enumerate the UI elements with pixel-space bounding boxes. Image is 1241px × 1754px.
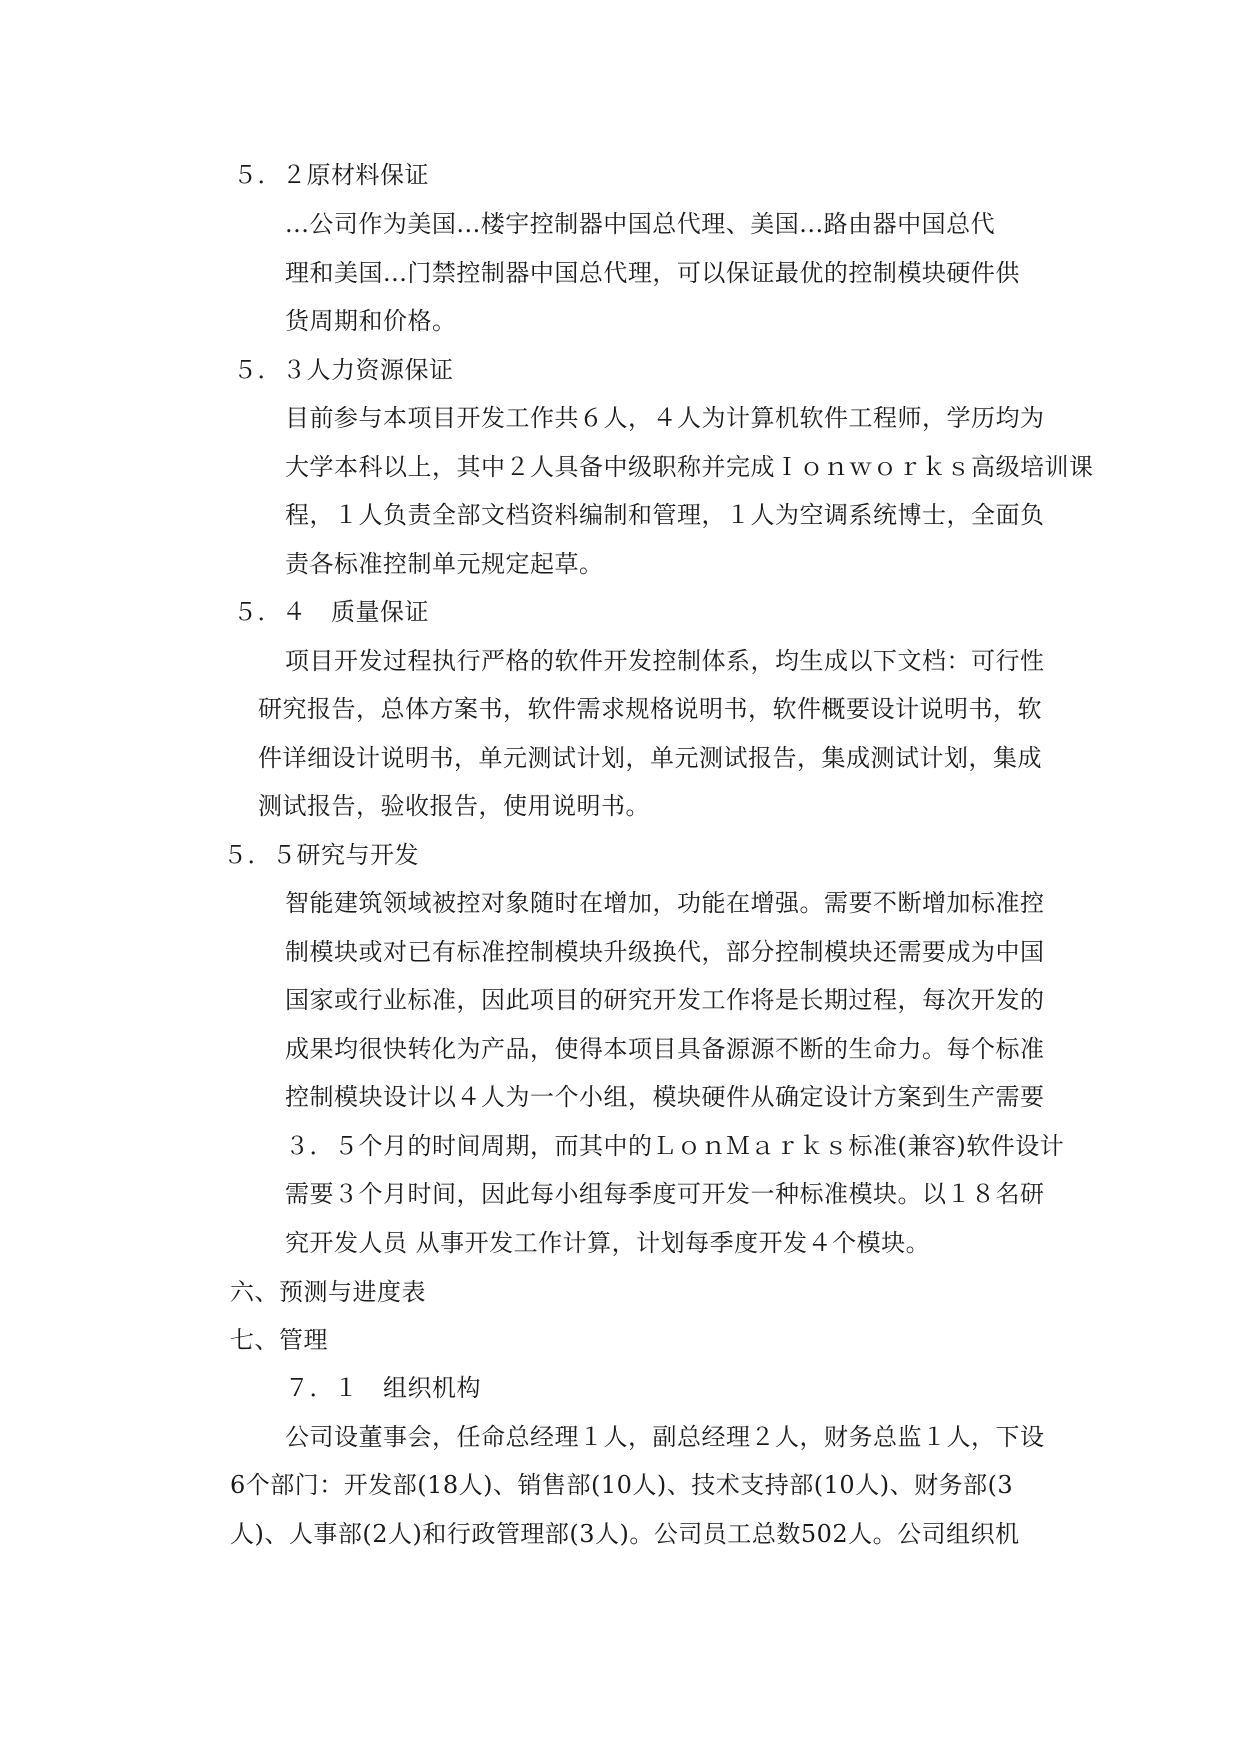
paragraph-line: 测试报告，验收报告，使用说明书。 <box>258 792 650 820</box>
paragraph-line: ３．５个月的时间周期，而其中的ＬｏｎＭａｒｋｓ标准(兼容)软件设计 <box>285 1132 1065 1160</box>
paragraph-line: 研究报告，总体方案书，软件需求规格说明书，软件概要设计说明书，软 <box>258 695 1042 723</box>
chapter-heading-6: 六、预测与进度表 <box>230 1278 426 1306</box>
paragraph-line: 目前参与本项目开发工作共６人，４人为计算机软件工程师，学历均为 <box>285 404 1045 432</box>
section-heading-5-2: ５．２原材料保证 <box>233 161 429 189</box>
section-heading-5-4: ５．４ 质量保证 <box>233 598 429 626</box>
paragraph-line: 公司设董事会，任命总经理１人，副总经理２人，财务总监１人，下设 <box>285 1423 1045 1451</box>
paragraph-line: 件详细设计说明书，单元测试计划，单元测试报告，集成测试计划，集成 <box>258 744 1042 772</box>
paragraph-line: 理和美国...门禁控制器中国总代理，可以保证最优的控制模块硬件供 <box>285 259 1020 287</box>
paragraph-line: 控制模块设计以４人为一个小组，模块硬件从确定设计方案到生产需要 <box>285 1083 1045 1111</box>
section-heading-7-1: ７．１ 组织机构 <box>285 1374 481 1402</box>
paragraph-line: 国家或行业标准，因此项目的研究开发工作将是长期过程，每次开发的 <box>285 986 1045 1014</box>
paragraph-line: 成果均很快转化为产品，使得本项目具备源源不断的生命力。每个标准 <box>285 1035 1045 1063</box>
section-heading-5-3: ５．３人力资源保证 <box>233 356 454 384</box>
paragraph-line: 程，１人负责全部文档资料编制和管理，１人为空调系统博士，全面负 <box>285 501 1045 529</box>
section-heading-5-5: ５．５研究与开发 <box>223 841 419 869</box>
paragraph-line: 6个部门：开发部(18人)、销售部(10人)、技术支持部(10人)、财务部(3 <box>230 1471 1014 1499</box>
paragraph-line: 制模块或对已有标准控制模块升级换代，部分控制模块还需要成为中国 <box>285 938 1045 966</box>
paragraph-line: ...公司作为美国...楼宇控制器中国总代理、美国...路由器中国总代 <box>285 210 996 238</box>
paragraph-line: 项目开发过程执行严格的软件开发控制体系，均生成以下文档：可行性 <box>285 647 1045 675</box>
paragraph-line: 人)、人事部(2人)和行政管理部(3人)。公司员工总数502人。公司组织机 <box>230 1520 1020 1548</box>
paragraph-line: 究开发人员 从事开发工作计算，计划每季度开发４个模块。 <box>285 1229 931 1257</box>
paragraph-line: 需要３个月时间，因此每小组每季度可开发一种标准模块。以１８名研 <box>285 1180 1045 1208</box>
paragraph-line: 责各标准控制单元规定起草。 <box>285 550 604 578</box>
paragraph-line: 货周期和价格。 <box>285 307 457 335</box>
paragraph-line: 智能建筑领域被控对象随时在增加，功能在增强。需要不断增加标准控 <box>285 889 1045 917</box>
paragraph-line: 大学本科以上，其中２人具备中级职称并完成Ｉｏｎｗｏｒｋｓ高级培训课 <box>285 453 1094 481</box>
chapter-heading-7: 七、管理 <box>230 1326 328 1354</box>
